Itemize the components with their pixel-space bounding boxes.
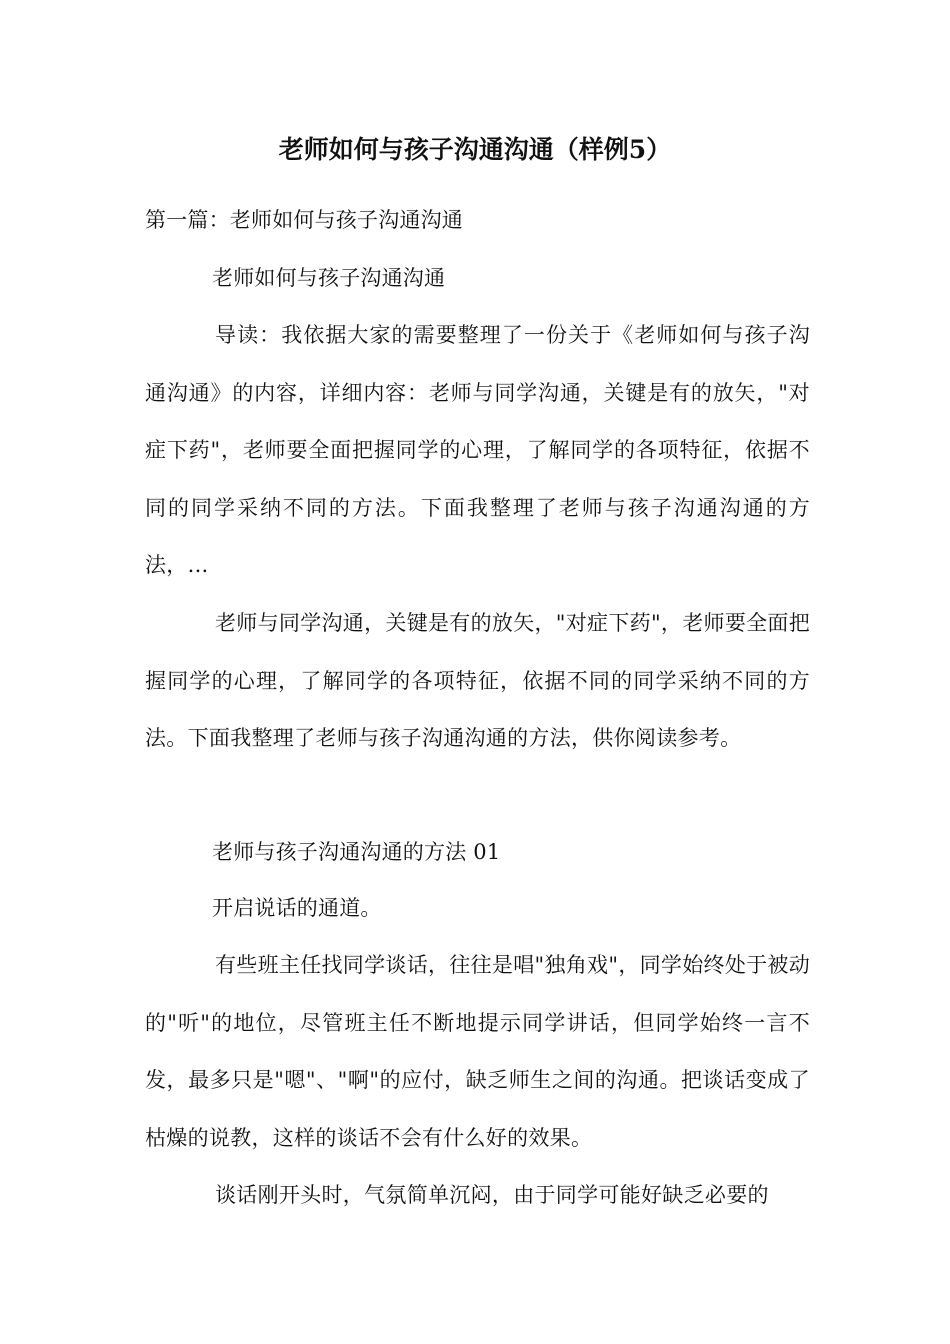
subheading: 老师如何与孩子沟通沟通: [212, 266, 446, 290]
document-title: 老师如何与孩子沟通沟通（样例5）: [278, 135, 672, 164]
intro-paragraph: 导读：我依据大家的需要整理了一份关于《老师如何与孩子沟通沟通》的内容，详细内容：老师与同学沟通，关键是有的放矢，"对症下药"，老师要全面把握同学的心理，了解同学的各项特征，依据不同的同学采纳不同的方法。下面我整理了老师与孩子沟通沟通的方法，...: [145, 323, 810, 578]
section-heading: 第一篇：老师如何与孩子沟通沟通: [145, 208, 463, 232]
method-title: 开启说话的通道。: [212, 896, 382, 920]
body-paragraph-1: 老师与同学沟通，关键是有的放矢，"对症下药"，老师要全面把握同学的心理，了解同学的各项特征，依据不同的同学采纳不同的方法。下面我整理了老师与孩子沟通沟通的方法，供你阅读参考。: [145, 611, 811, 751]
method-heading: 老师与孩子沟通沟通的方法 01: [212, 840, 501, 864]
body-paragraph-3: 谈话刚开头时，气氛简单沉闷，由于同学可能好缺乏必要的: [215, 1183, 769, 1207]
body-paragraph-2: 有些班主任找同学谈话，往往是唱"独角戏"，同学始终处于被动的"听"的地位，尽管班主任不断地提示同学讲话，但同学始终一言不发，最多只是"嗯"、"啊"的应付，缺乏师生之间的沟通。把谈话变成了枯燥的说教，这样的谈话不会有什么好的效果。: [145, 953, 811, 1150]
